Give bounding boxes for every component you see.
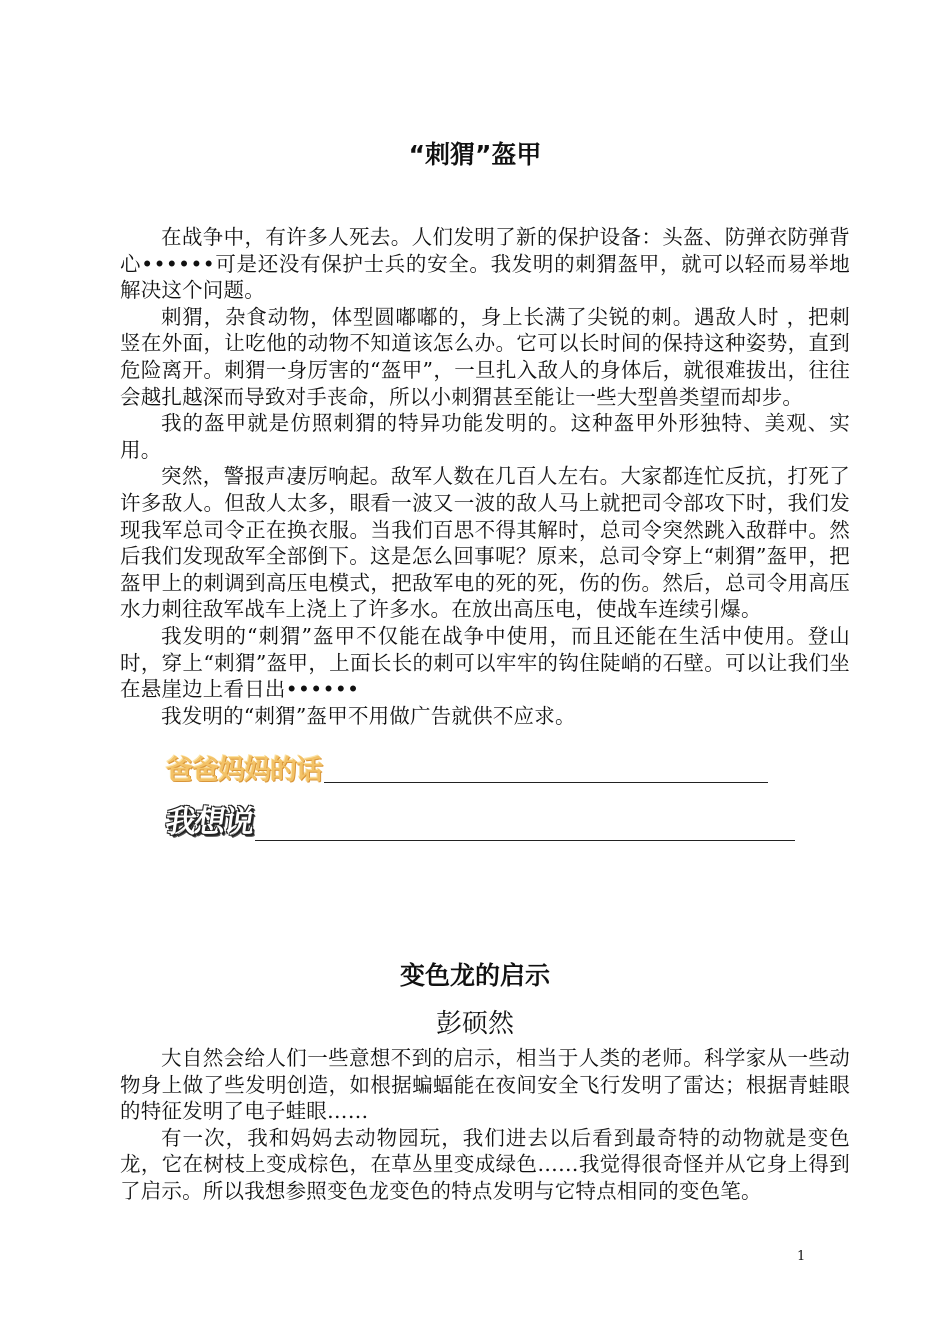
my-comment-section: [162, 796, 795, 841]
paragraph: 我的盔甲就是仿照刺猬的特异功能发明的。这种盔甲外形独特、美观、实用。: [120, 411, 850, 462]
parents-comment-label: 爸爸妈妈的话: [166, 755, 322, 786]
paragraph: 有一次，我和妈妈去动物园玩，我们进去以后看到最奇特的动物就是变色龙，它在树枝上变成棕色，在草丛里变成绿色……我觉得很奇怪并从它身上得到了启示。所以我想参照变色龙变色的特点发明与它特点相同的变色笔。: [120, 1125, 850, 1203]
parents-comment-blank-line[interactable]: [324, 782, 768, 783]
my-comment-label: 我想说: [162, 804, 256, 840]
article-body-hedgehog-armor: [120, 224, 850, 729]
paragraph: 突然，警报声凄厉响起。敌军人数在几百人左右。大家都连忙反抗，打死了许多敌人。但敌人太多，眼看一波又一波的敌人马上就把司令部攻下时，我们发现我军总司令正在换衣服。当我们百思不得其解时，总司令突然跳入敌群中。然后我们发现敌军全部倒下。这是怎么回事呢？原来，总司令穿上“刺猬”盔甲，把盔甲上的刺调到高压电模式，把敌军电的死的死，伤的伤。然后，总司令用高压水力刺往敌军战车上浇上了许多水。在放出高压电，使战车连续引爆。: [120, 464, 850, 622]
page-number: 1: [797, 1249, 806, 1264]
paragraph: 大自然会给人们一些意想不到的启示，相当于人类的老师。科学家从一些动物身上做了些发明创造，如根据蝙蝠能在夜间安全飞行发明了雷达；根据青蛙眼的特征发明了电子蛙眼……: [120, 1046, 850, 1124]
article-body-chameleon: [120, 1045, 850, 1205]
paragraph: 在战争中，有许多人死去。人们发明了新的保护设备：头盔、防弹衣防弹背心••••••可是还没有保护士兵的安全。我发明的刺猬盔甲，就可以轻而易举地解决这个问题。: [120, 225, 850, 303]
article-author: 彭硕然: [435, 1009, 514, 1039]
parents-comment-section: [166, 748, 768, 787]
article-title-hedgehog-armor: “刺猬”盔甲: [408, 140, 542, 169]
paragraph: 刺猬，杂食动物，体型圆嘟嘟的，身上长满了尖锐的刺。遇敌人时 ，把刺 竖在外面，让吃他的动物不知道该怎么办。它可以长时间的保持这种姿势，直到危险离开。刺猬一身厉害的“盔甲”，一旦扎入敌人的身体后，就很难拔出，往往会越扎越深而导致对手丧命，所以小刺猬甚至能让一些大型兽类望而却步。: [120, 304, 850, 409]
article-title-chameleon: 变色龙的启示: [399, 961, 550, 990]
paragraph: 我发明的“刺猬”盔甲不用做广告就供不应求。: [161, 703, 576, 728]
paragraph: 我发明的“刺猬”盔甲不仅能在战争中使用，而且还能在生活中使用。登山时，穿上“刺猬”盔甲，上面长长的刺可以牢牢的钩住陡峭的石壁。可以让我们坐在悬崖边上看日出••••••: [120, 623, 850, 702]
my-comment-blank-line[interactable]: [255, 840, 795, 841]
